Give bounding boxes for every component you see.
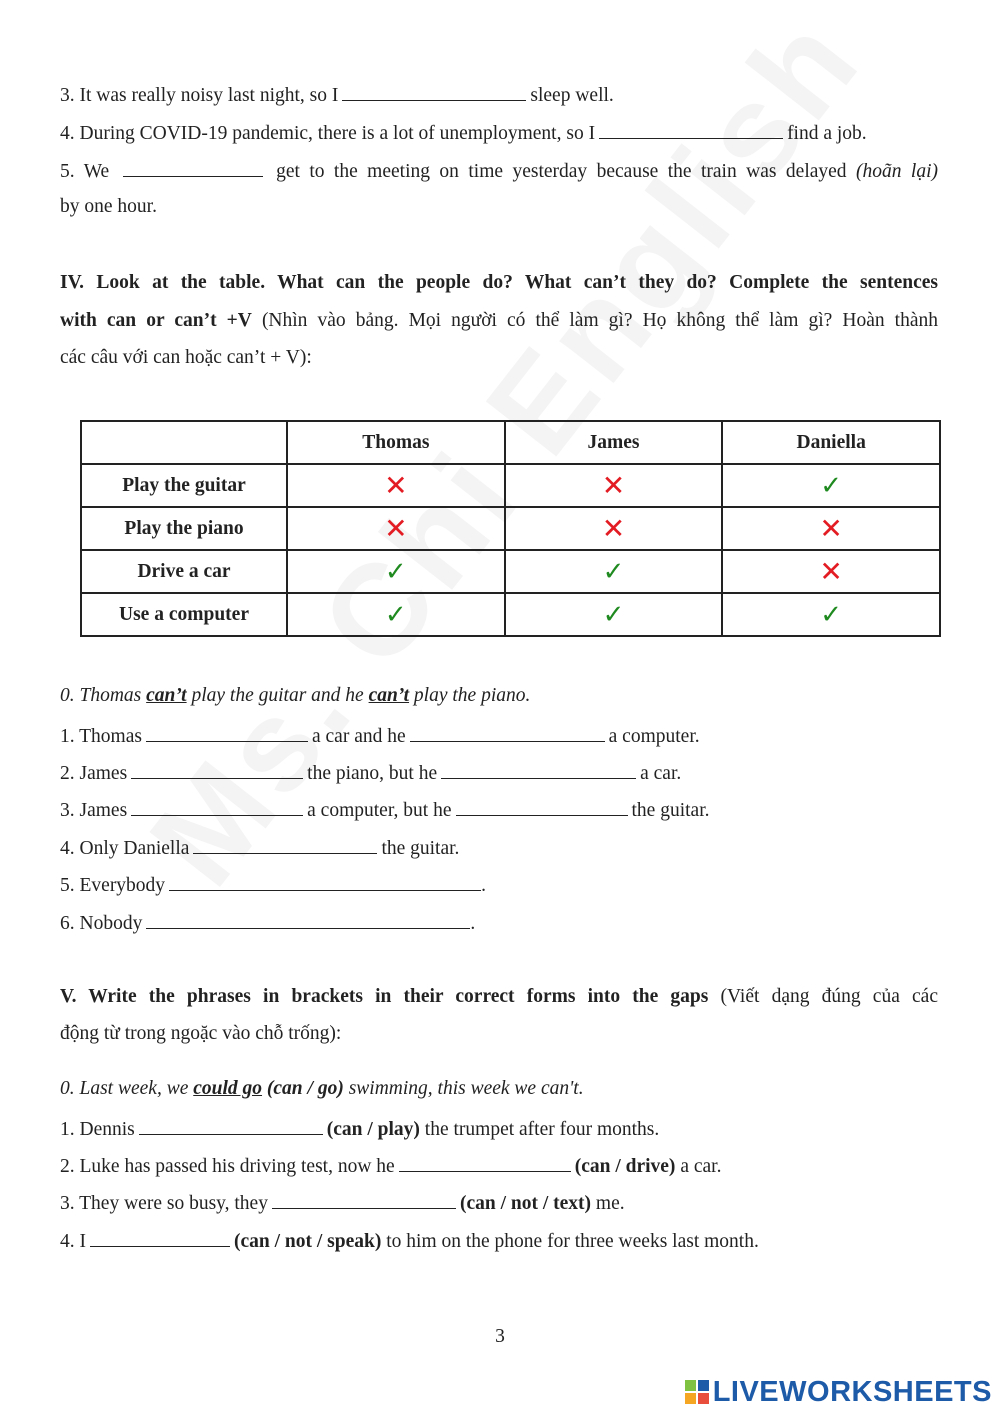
row-header: Use a computer: [81, 593, 287, 636]
check-icon: ✓: [602, 556, 625, 587]
column-header: Thomas: [287, 421, 505, 464]
cross-icon: ✕: [384, 469, 408, 502]
s3-question-4: 4. During COVID-19 pandemic, there is a lot of unemployment, so I find a job.: [60, 120, 867, 145]
answer-gap[interactable]: [193, 835, 377, 854]
row-header: Drive a car: [81, 550, 287, 593]
s4-question-4: 4. Only Daniella the guitar.: [60, 835, 459, 860]
s5-question-3: 3. They were so busy, they (can / not / text) me.: [60, 1190, 625, 1215]
s4-heading-line1: IV. Look at the table. What can the people do? What can’t they do? Complete the sentences: [60, 272, 938, 293]
answer-gap[interactable]: [123, 158, 263, 177]
s5-question-1: 1. Dennis (can / play) the trumpet after four months.: [60, 1116, 659, 1141]
table-corner: [81, 421, 287, 464]
answer-gap[interactable]: [399, 1153, 571, 1172]
answer-gap[interactable]: [272, 1190, 456, 1209]
column-header: Daniella: [722, 421, 940, 464]
answer-gap[interactable]: [410, 723, 605, 742]
table-header-row: [81, 421, 940, 464]
s4-question-2: 2. James the piano, but he a car.: [60, 760, 681, 785]
s5-example: 0. Last week, we could go (can / go) swimming, this week we can't.: [60, 1078, 584, 1099]
answer-gap[interactable]: [131, 797, 303, 816]
cross-icon: ✕: [601, 469, 626, 502]
s4-question-3: 3. James a computer, but he the guitar.: [60, 797, 709, 822]
answer-gap[interactable]: [456, 797, 628, 816]
cross-icon: ✕: [601, 512, 626, 545]
column-header: James: [505, 421, 723, 464]
s5-heading-line2: động từ trong ngoặc vào chỗ trống):: [60, 1023, 342, 1044]
s5-heading-line1: V. Write the phrases in brackets in their correct forms into the gaps (Viết dạng đúng của các: [60, 986, 938, 1007]
s4-question-1: 1. Thomas a car and he a computer.: [60, 723, 700, 748]
ability-table: [80, 420, 941, 637]
check-icon: ✓: [384, 556, 407, 587]
answer-gap[interactable]: [146, 910, 470, 929]
cross-icon: ✕: [819, 555, 843, 588]
answer-gap[interactable]: [599, 120, 783, 139]
check-icon: ✓: [384, 599, 407, 630]
table-row: [81, 550, 940, 593]
table-row: [81, 464, 940, 507]
check-icon: ✓: [820, 470, 843, 501]
answer-gap[interactable]: [342, 82, 526, 101]
brand-name: LIVEWORKSHEETS: [712, 1375, 992, 1408]
answer-gap[interactable]: [131, 760, 303, 779]
answer-gap[interactable]: [90, 1228, 230, 1247]
answer-gap[interactable]: [169, 872, 481, 891]
liveworksheets-icon: [685, 1380, 709, 1404]
s4-example: 0. Thomas can’t play the guitar and he can’t play the piano.: [60, 685, 531, 706]
brand-logo[interactable]: [685, 1375, 992, 1409]
table-row: [81, 507, 940, 550]
page-number: 3: [495, 1326, 505, 1347]
row-header: Play the guitar: [81, 464, 287, 507]
check-icon: ✓: [602, 599, 625, 630]
s3-question-5: 5. We get to the meeting on time yesterday because the train was delayed (hoãn lại): [60, 158, 938, 183]
cross-icon: ✕: [819, 512, 843, 545]
check-icon: ✓: [820, 599, 843, 630]
answer-gap[interactable]: [441, 760, 636, 779]
s4-heading-line3: các câu với can hoặc can’t + V):: [60, 347, 312, 368]
cross-icon: ✕: [384, 512, 408, 545]
s4-question-6: 6. Nobody .: [60, 910, 475, 935]
table-row: [81, 593, 940, 636]
s4-heading-line2: with can or can’t +V (Nhìn vào bảng. Mọi người có thể làm gì? Họ không thể làm gì? Hoàn thành: [60, 310, 939, 331]
s3-question-5-cont: by one hour.: [60, 196, 157, 217]
s5-question-2: 2. Luke has passed his driving test, now he (can / drive) a car.: [60, 1153, 721, 1178]
answer-gap[interactable]: [139, 1116, 323, 1135]
row-header: Play the piano: [81, 507, 287, 550]
s4-question-5: 5. Everybody .: [60, 872, 486, 897]
s3-question-3: 3. It was really noisy last night, so I sleep well.: [60, 82, 614, 107]
s5-question-4: 4. I (can / not / speak) to him on the phone for three weeks last month.: [60, 1228, 759, 1253]
answer-gap[interactable]: [146, 723, 308, 742]
